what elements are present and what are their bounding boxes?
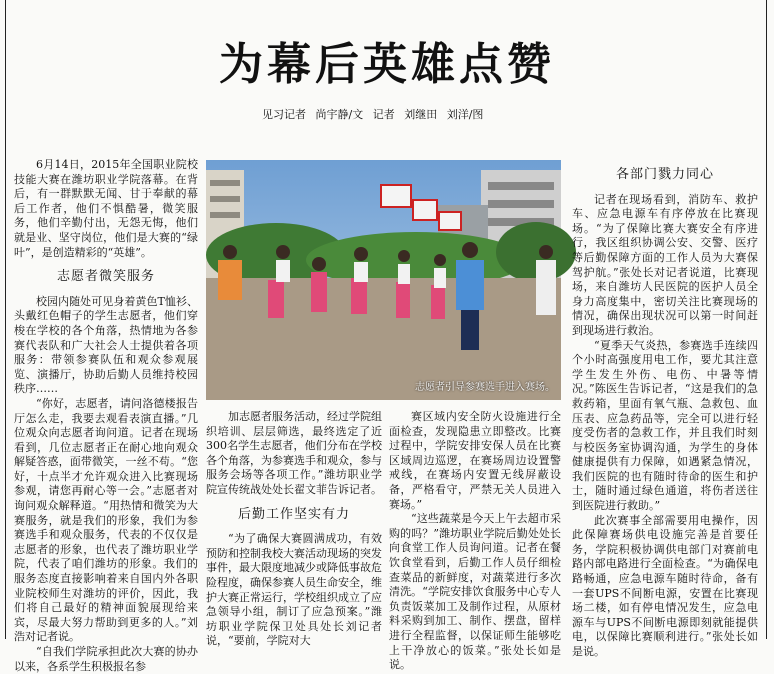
news-photo [206, 160, 561, 400]
page-border-right [766, 0, 767, 639]
article-byline: 见习记者 尚宇静/文 记者 刘继田 刘洋/图 [262, 108, 484, 121]
page-border-left [5, 0, 6, 639]
paragraph: “夏季天气炎热，参赛选手连续四个小时高强度用电工作，要尤其注意学生发生外伤、电伤、中暑等情况。”陈医生告诉记者，“这是我们的急救药箱，里面有氧气瓶、急救包、血压表、应急药品等，完全可以进行轻度受伤者的急救工作，并且我们时刻与校医务室协调沟通，为学生的身体健康提供有力保障，如遇紧急情况，我们医院的也有随时待命的医生和护士，随时通过绿色通道，将伤者送往到医院进行救助。” [572, 338, 758, 513]
column-3 [389, 410, 561, 672]
paragraph: 校园内随处可见身着黄色T恤衫、头戴红色帽子的学生志愿者，他们穿梭在学校的各个角落，热情地为各参赛代表队和广大社会人士提供着各项服务：带领参赛队伍和观众参观展览、演播厅，协助后勤人员维持校园秩序…… [14, 294, 198, 396]
paragraph: 此次赛事全部需要用电操作，因此保障赛场供电设施完善是首要任务，学院积极协调供电部门对赛前电路内部电路进行全面检查。“为确保电路畅通，应急电源车随时待命，备有一套UPS不间断电源，安置在比赛现场二楼，如有停电情况发生，应急电源车与UPS不间断电源即刻就能提供电，以保障比赛顺利进行。”张处长如是说。 [572, 513, 758, 658]
photo-caption: 志愿者引导参赛选手进入赛场。 [415, 382, 555, 393]
column-1 [14, 158, 198, 673]
paragraph: “自我们学院承担此次大赛的协办以来，各系学生积极报名参 [14, 645, 198, 673]
column-4 [572, 166, 758, 658]
section-heading: 各部门戮力同心 [615, 167, 714, 182]
column-2 [206, 410, 382, 648]
paragraph: “这些蔬菜是今天上午去超市采购的吗？”潍坊职业学院后勤处处长向食堂工作人员询问道。记者在餐饮食堂看到，后勤工作人员仔细检查菜品的新鲜度，对蔬菜进行多次清洗。“学院安排饮食服务中心专人负责饭菜加工及制作过程，从原材料采购到加工、制作、摆盘，留样进行全程监督，以保证师生能够吃上干净放心的饭菜。”张处长如是说。 [389, 512, 561, 672]
paragraph: 加志愿者服务活动，经过学院组织培训、层层筛选，最终选定了近300名学生志愿者，他们分布在学校各个角落，为参赛选手和观众，参与服务会场等各项工作。”潍坊职业学院宣传统战处处长翟文菲告诉记者。 [206, 410, 382, 496]
section-heading: 后勤工作坚实有力 [237, 506, 350, 522]
photo-illustration [206, 160, 561, 400]
section-heading: 志愿者微笑服务 [56, 269, 155, 285]
paragraph: “你好，志愿者，请问洛德楼报告厅怎么走，我要去观看表演直播。”几位观众向志愿者询问道。记者在现场看到，几位志愿者正在耐心地向观众解疑答惑，面带微笑，一丝不苟。“您好，十点半才允许观众进入比赛现场参观，请您再耐心等一会。”志愿者对询问观众解释道。“用热情和微笑为大赛服务，就是我们的形象，我们为参赛选手和观众服务，代表的不仅仅是志愿者的形象，也代表了潍坊职业学院，代表了咱们潍坊的形象。我们的服务态度直接影响着来自国内外各职业院校师生对潍坊的评价，因此，我们将自己最好的精神面貌展现给来宾，尽最大努力帮助到更多的人。”刘浩对记者说。 [14, 396, 198, 644]
paragraph: “为了确保大赛圆满成功，有效预防和控制我校大赛活动现场的突发事件，最大限度地减少或降低事故危险程度，确保参赛人员生命安全，维护大赛正常运行，学校组织成立了应急领导小组，制订了应急预案。”潍坊职业学院保卫处具处长刘记者说，“要前，学院对大 [206, 532, 382, 648]
paragraph: 6月14日，2015年全国职业院校技能大赛在潍坊职业学院落幕。在背后，有一群默默无闻、甘于奉献的幕后工作者，他们不惧酷暑，微笑服务，他们辛勤付出，无怨无悔，他们就是业、坚守岗位，他们是大赛的“绿叶”，是创造精彩的“英雄”。 [14, 158, 198, 259]
paragraph: 记者在现场看到，消防车、救护车、应急电源车有序停放在比赛现场。“为了保障比赛大赛安全有序进行，我区组织协调公安、交警、医疗等后勤保障方面的工作人员为大赛保驾护航。”张处长对记者说道，比赛现场，来自潍坊人民医院的医护人员全身力高度集中，密切关注比赛现场的情况，确保出现状况可以第一时间赶到现场进行救治。 [572, 192, 758, 337]
paragraph: 赛区域内安全防火设施进行全面检查，发现隐患立即整改。比赛过程中，学院安排安保人员在比赛区域周边巡逻，在赛场周边设置警戒线，在赛场内安置无线屏蔽设备，严格看守，严禁无关人员进入赛场。” [389, 410, 561, 511]
article-title: 为幕后英雄点赞 [219, 39, 555, 90]
